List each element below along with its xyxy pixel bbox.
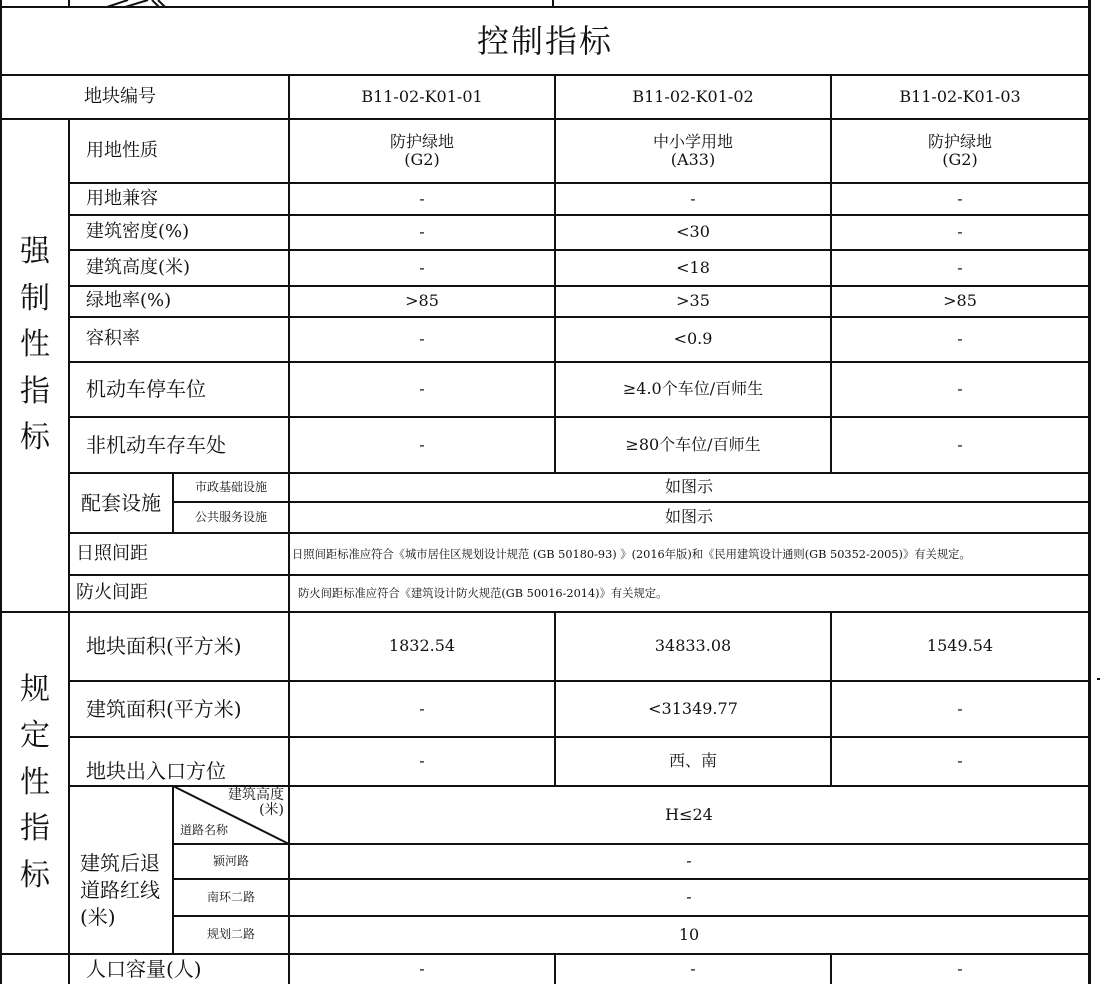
row-label-floor-area: 建筑面积(平方米) [86,696,242,721]
road-name: 颍河路 [212,853,249,868]
fire-note: 防火间距标准应符合《建筑设计防火规范(GB 50016-2014)》有关规定。 [298,587,668,600]
group-label-prescriptive: 规 定 性 指 标 [20,671,50,893]
table-cell: - [419,329,425,349]
table-cell: - [957,188,963,208]
table-cell: - [690,959,696,979]
plot-id-1: B11-02-K01-01 [361,86,483,106]
header-label: 地块编号 [84,85,156,107]
table-cell: - [419,959,425,979]
row-label-parking: 机动车停车位 [86,377,206,401]
row-label-sunlight: 日照间距 [76,542,148,564]
row-label-facilities: 配套设施 [81,490,161,515]
row-label-far: 容积率 [86,328,140,350]
setback-height-value: H≤24 [665,804,713,824]
table-cell: - [957,698,963,718]
table-cell: >85 [943,291,977,311]
land-use-value-3: 防护绿地 (G2) [927,131,992,169]
road-value: 10 [678,924,700,944]
table-cell: - [419,434,425,454]
row-label-land-use: 用地性质 [86,139,158,161]
row-label-plot-area: 地块面积(平方米) [86,634,242,658]
row-label-compatibility: 用地兼容 [86,187,158,209]
table-cell: - [957,329,963,349]
page-title: 控制指标 [476,21,613,60]
diag-top-unit: (米) [259,801,284,818]
diag-top-label: 建筑高度 [228,787,284,803]
table-cell: <0.9 [673,329,713,349]
row-label-entrance: 地块出入口方位 [86,759,226,783]
table-cell: - [419,222,425,242]
table-cell: - [419,257,425,277]
table-cell: <18 [676,257,710,277]
facility-public-value: 如图示 [664,507,713,527]
row-label-setback: 建筑后退 道路红线 (米) [80,850,160,929]
road-name: 规划二路 [206,927,255,942]
group-label-mandatory: 强 制 性 指 标 [20,234,50,456]
plot-id-2: B11-02-K01-02 [632,86,754,106]
table-cell: - [419,379,425,399]
road-name: 南环二路 [206,889,255,904]
diag-bottom-label: 道路名称 [180,823,229,837]
table-cell: ≥80个车位/百师生 [625,434,761,454]
row-label-fire: 防火间距 [76,582,148,604]
row-label-bike-parking: 非机动车存车处 [86,432,226,457]
table-cell: ≥4.0个车位/百师生 [622,379,764,399]
table-cell: - [957,434,963,454]
sunlight-note: 日照间距标准应符合《城市居住区规划设计规范 (GB 50180-93) 》(2016年版)和《民用建筑设计通则(GB 50352-2005)》有关规定。 [292,547,971,561]
road-value: - [686,851,692,871]
table-cell: - [957,257,963,277]
facility-municipal-label: 市政基础设施 [194,479,267,494]
table-cell: 1832.54 [388,636,456,656]
road-value: - [686,887,692,907]
table-cell: 34833.08 [654,636,732,656]
row-label-height: 建筑高度(米) [86,256,191,278]
table-cell: 1549.54 [926,636,994,656]
table-cell: - [419,188,425,208]
table-cell: 西、南 [668,751,717,771]
table-cell: - [957,959,963,979]
row-label-population: 人口容量(人) [86,957,202,981]
row-label-density: 建筑密度(%) [86,221,190,243]
table-cell: <31349.77 [648,698,738,718]
land-use-value-1: 防护绿地 (G2) [389,131,454,169]
row-label-green-ratio: 绿地率(%) [86,290,172,312]
table-cell: - [957,379,963,399]
table-cell: <30 [676,222,710,242]
table-cell: - [419,698,425,718]
table-cell: - [690,188,696,208]
diagonal-header [174,787,288,843]
table-cell: - [957,222,963,242]
table-cell: - [957,751,963,771]
table-cell: - [419,751,425,771]
facility-public-label: 公共服务设施 [194,509,267,524]
plot-id-3: B11-02-K01-03 [899,86,1021,106]
land-use-value-2: 中小学用地 (A33) [652,131,733,169]
table-cell: >35 [676,291,710,311]
facility-municipal-value: 如图示 [664,477,713,497]
table-cell: >85 [405,291,439,311]
